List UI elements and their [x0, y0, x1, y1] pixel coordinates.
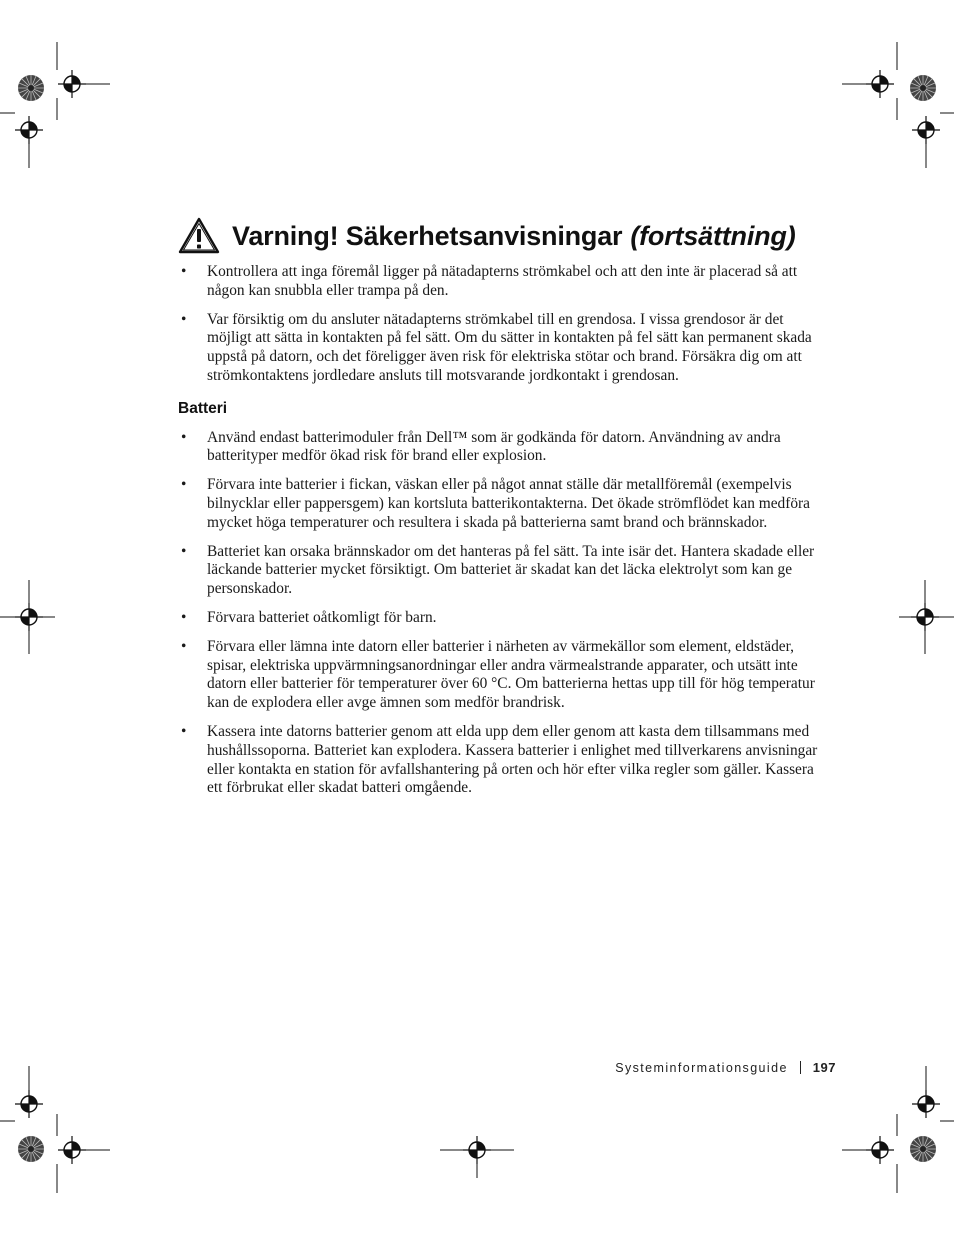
list-item: [178, 429, 823, 467]
list-item-text: Förvara batteriet oåtkomligt för barn.: [207, 608, 437, 626]
page-title-main: Varning! Säkerhetsanvisningar: [232, 220, 623, 251]
list-item-text: Batteriet kan orsaka brännskador om det hanteras på fel sätt. Ta inte isär det. Hantera skadade eller läckande batterier mycket försiktigt. Om batteriet är skadat kan det läcka elektrolyt som kan ge personskador.: [207, 542, 815, 598]
page-title: [232, 221, 796, 252]
page-heading: [178, 214, 878, 258]
list-item-text: Kassera inte datorns batterier genom att elda upp dem eller genom att kasta dem tillsammans med hushållssoporna. Batteriet kan explodera. Kassera batterier i enlighet med tillverkarens anvisningar eller kontakta en station för avfallshantering på orten och hör efter vilka regler som gäller. Kassera ett förbrukat eller skadat batteri omgående.: [207, 722, 818, 797]
bullet-marker: •: [181, 263, 187, 280]
footer-guide-title: Systeminformationsguide: [615, 1061, 788, 1075]
list-item-text: Förvara eller lämna inte datorn eller batterier i närheten av värmekällor som element, eldstäder, spisar, elektriska uppvärmningsanordningar eller andra värmealstrande apparater, och utsätt inte datorn eller batterier för temperaturer över 60 °C. Om batterierna hettas upp till för hög temperatur kan de explodera eller avge ämnen som medför brandrisk.: [207, 637, 815, 712]
list-item: [178, 638, 823, 713]
list-item: [178, 609, 823, 628]
document-body: [178, 263, 823, 808]
list-item: [178, 476, 823, 532]
bullet-marker: •: [181, 722, 187, 740]
bullet-marker: •: [181, 476, 187, 494]
bullet-marker: •: [181, 310, 187, 328]
battery-bullet-list: [178, 429, 823, 799]
list-item-text: Använd endast batterimoduler från Dell™ som är godkända för datorn. Användning av andra batterityper medför ökad risk för brand eller explosion.: [207, 428, 781, 465]
page-title-continued: (fortsättning): [630, 220, 796, 251]
warning-bullet-list: [178, 263, 823, 386]
section-heading-batteri: Batteri: [178, 399, 228, 417]
bullet-marker: •: [181, 637, 187, 655]
bullet-marker: •: [181, 608, 187, 626]
page-number: 197: [812, 1060, 836, 1075]
list-item-text: Var försiktig om du ansluter nätadapterns strömkabel till en grendosa. I vissa grendosor är det möjligt att sätta in kontakten på fel sätt. Om du sätter in kontakten på fel sätt kan permanent skada uppstå på datorn, och det föreligger även risk för elektriska stötar och brand. Försäkra dig om att strömkontaktens jordledare ansluts till motsvarande jordkontakt i grendosan.: [207, 310, 812, 384]
list-item: [178, 311, 823, 386]
list-item-text: Förvara inte batterier i fickan, väskan eller på något annat ställe där metallföremål (exempelvis bilnycklar eller pappersgem) kan kortsluta batterikontakterna. Det ökade strömflödet kan medföra mycket höga temperaturer och resultera i skada på batterierna samt brand och brännskador.: [207, 476, 811, 531]
list-item: [178, 723, 823, 798]
list-item: [178, 543, 823, 599]
list-item: [178, 263, 823, 301]
warning-triangle-icon: [178, 217, 220, 255]
footer-separator: [800, 1061, 801, 1074]
list-item-text: Kontrollera att inga föremål ligger på nätadapterns strömkabel och att den inte är placerad så att någon kan snubbla eller trampa på den.: [207, 263, 798, 299]
bullet-marker: •: [181, 428, 187, 446]
page-footer: [560, 1060, 836, 1075]
bullet-marker: •: [181, 542, 187, 560]
